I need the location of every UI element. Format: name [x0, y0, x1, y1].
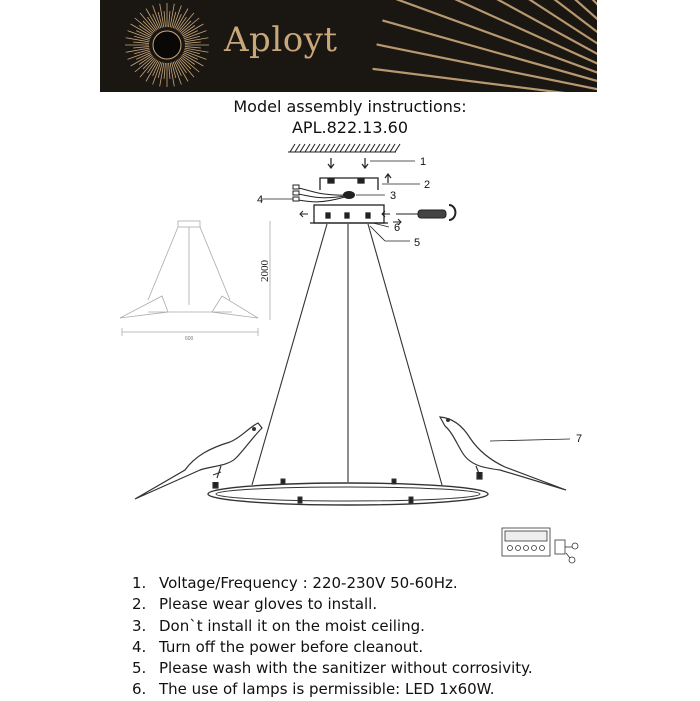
note-item: 3. Don`t install it on the moist ceiling.	[132, 616, 425, 635]
callout-5: 5	[414, 237, 421, 249]
screwdriver-icon	[396, 205, 455, 220]
callout-3: 3	[390, 190, 397, 202]
callout-2: 2	[424, 179, 431, 191]
mounting-bracket	[320, 178, 378, 190]
brand-name: Aployt	[224, 20, 338, 60]
bird-lamp-left	[135, 423, 262, 499]
callout-1: 1	[420, 156, 427, 168]
callout-7: 7	[576, 433, 583, 445]
wiring-schematic	[502, 528, 578, 563]
ceiling-icon	[288, 144, 400, 152]
note-item: 5. Please wash with the sanitizer without corrosivity.	[132, 659, 533, 678]
callout-6: 6	[394, 222, 401, 234]
suspension-cables	[252, 224, 442, 485]
wires-icon	[293, 185, 345, 202]
instruction-notes	[132, 573, 533, 701]
width-dimension: 600	[185, 336, 194, 342]
canopy	[310, 205, 388, 223]
height-dimension: 2000	[259, 260, 271, 282]
callout-4: 4	[257, 194, 264, 206]
note-item: 6. The use of lamps is permissible: LED 1x60W.	[132, 680, 495, 699]
page-title: Model assembly instructions:	[233, 97, 467, 116]
note-item: 4. Turn off the power before cleanout.	[132, 637, 424, 656]
led-ring	[208, 479, 488, 505]
bird-lamp-right	[440, 417, 566, 490]
dimension-drawing	[120, 221, 270, 336]
model-number: APL.822.13.60	[291, 118, 409, 137]
note-item: 2. Please wear gloves to install.	[132, 595, 378, 614]
note-item: 1. Voltage/Frequency : 220-230V 50-60Hz.	[132, 574, 458, 592]
